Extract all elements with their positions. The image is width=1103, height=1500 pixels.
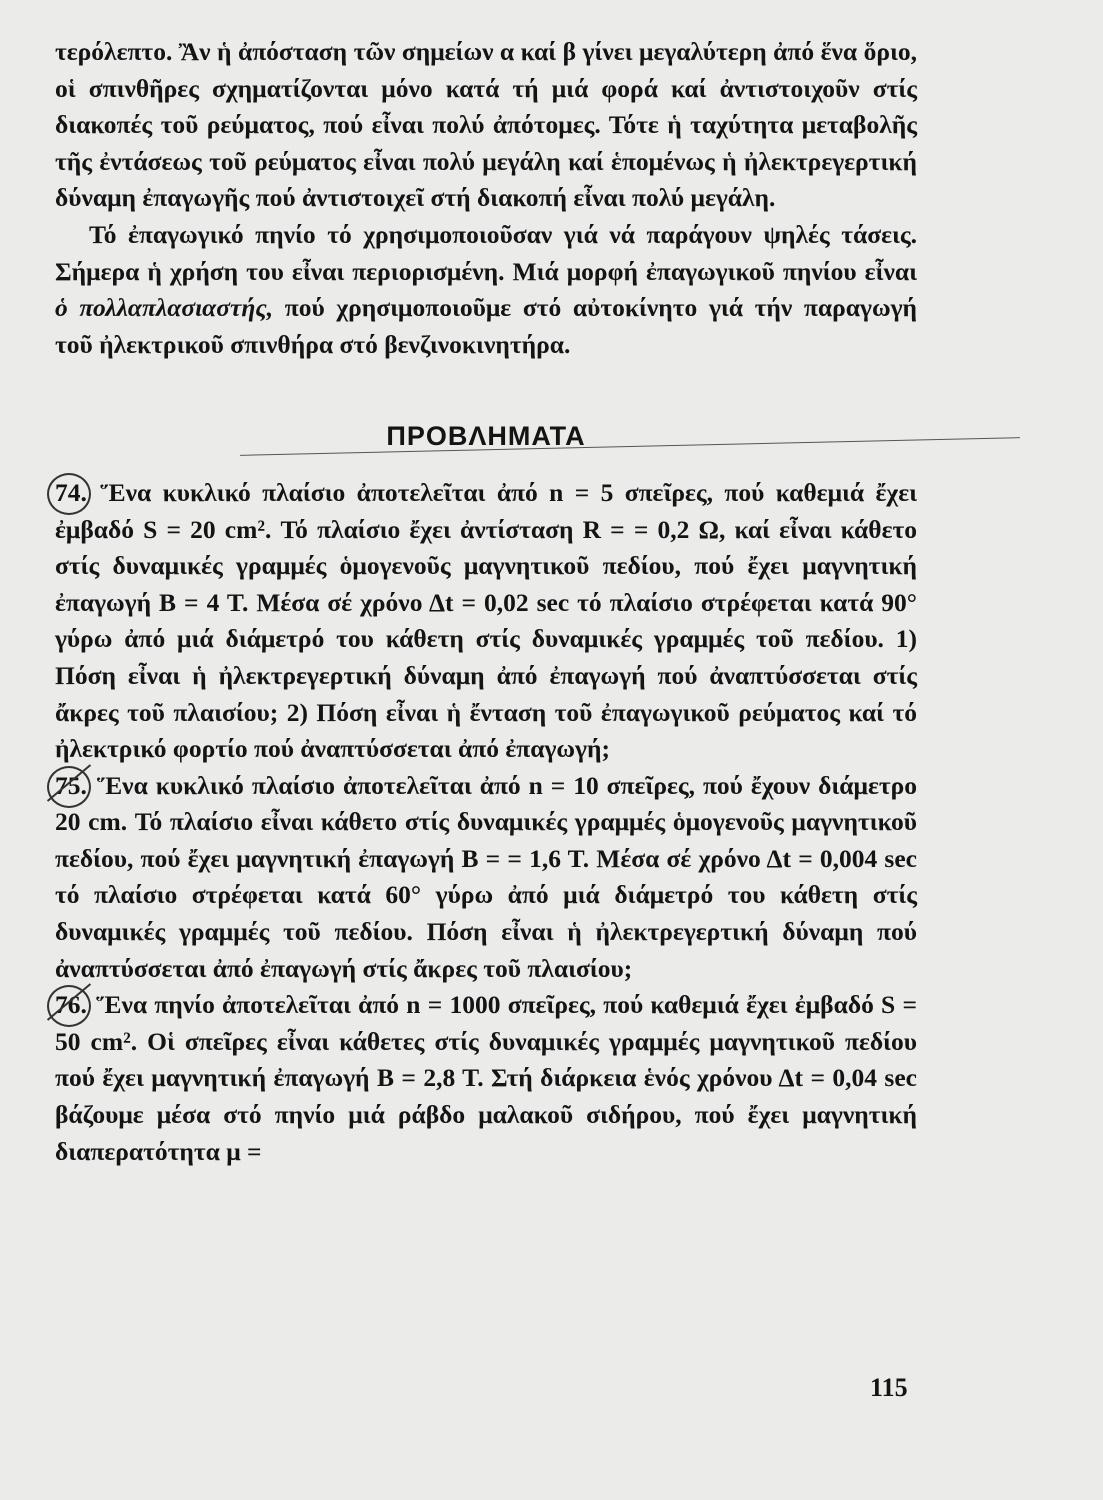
section-heading: ΠΡΟΒΛΗΜΑΤΑ — [386, 421, 586, 452]
paragraph-italic-term: ὁ πολλαπλασιαστής, — [55, 293, 274, 323]
problem-75 — [55, 768, 917, 988]
problem-text: Ἕνα πηνίο ἀποτελεῖται ἀπό n = 1000 σπεῖρες, πού καθεμιά ἔχει ἐμβαδό S = 50 cm². Οἱ σπεῖρες εἶναι κάθετες στίς δυναμικές γραμμές μαγνητικοῦ πεδίου πού ἔχει μαγνητική ἐπαγωγή B = 2,8 T. Στή διάρκεια ἑνός χρόνου Δt = 0,04 sec βάζουμε μέσα στό πηνίο μιά ράβδο μαλακοῦ σιδήρου, πού ἔχει μαγνητική διαπερατότητα μ = — [55, 990, 918, 1166]
page-body — [55, 34, 917, 1170]
problem-number: 74. — [55, 477, 87, 507]
pen-circle-mark — [47, 985, 91, 1027]
paragraph-text-part2: πού χρησιμοποιοῦμε στό αὐτοκίνητο γιά τήν παραγωγή τοῦ ἠλεκτρικοῦ σπινθήρα στό βενζινοκινητήρα. — [55, 293, 917, 359]
problem-text: Ἕνα κυκλικό πλαίσιο ἀποτελεῖται ἀπό n = 5 σπεῖρες, πού καθεμιά ἔχει ἐμβαδό S = 20 cm². Τό πλαίσιο ἔχει ἀντίσταση R = = 0,2 Ω, καί εἶναι κάθετο στίς δυναμικές γραμμές ὁμογενοῦς μαγνητικοῦ πεδίου, πού ἔχει μαγνητική ἐπαγωγή B = 4 T. Μέσα σέ χρόνο Δt = 0,02 sec τό πλαίσιο στρέφεται κατά 90° γύρω ἀπό μιά διάμετρό του κάθετη στίς δυναμικές γραμμές τοῦ πεδίου. 1) Πόση εἶναι ἡ ἠλεκτρεγερτική δύναμη ἀπό ἐπαγωγή πού ἀναπτύσσεται στίς ἄκρες τοῦ πλαισίου; 2) Πόση εἶναι ἡ ἔνταση τοῦ ἐπαγωγικοῦ ρεύματος καί τό ἠλεκτρικό φορτίο πού ἀναπτύσσεται ἀπό ἐπαγωγή; — [55, 477, 918, 764]
problem-number-marker — [55, 987, 89, 1024]
paragraph-induction-coil — [55, 217, 917, 363]
problem-text: Ἕνα κυκλικό πλαίσιο ἀποτελεῖται ἀπό n = 10 σπεῖρες, πού ἔχουν διάμετρο 20 cm. Τό πλαίσιο εἶναι κάθετο στίς δυναμικές γραμμές ὁμογενοῦς μαγνητικοῦ πεδίου, πού ἔχει μαγνητική ἐπαγωγή B = = 1,6 T. Μέσα σέ χρόνο Δt = 0,004 sec τό πλαίσιο στρέφεται κατά 60° γύρω ἀπό μιά διάμετρό του κάθετη στίς δυναμικές γραμμές τοῦ πεδίου. Πόση εἶναι ἡ ἠλεκτρεγερτική δύναμη πού ἀναπτύσσεται ἀπό ἐπαγωγή στίς ἄκρες τοῦ πλαισίου; — [55, 770, 917, 983]
pen-circle-mark — [47, 766, 91, 808]
paragraph-text-part1: Τό ἐπαγωγικό πηνίο τό χρησιμοποιοῦσαν γιά νά παράγουν ψηλές τάσεις. Σήμερα ἡ χρήση του εἶναι περιορισμένη. Μιά μορφή ἐπαγωγικοῦ πηνίου εἶναι — [55, 219, 917, 286]
continuation-paragraph: τερόλεπτο. Ἂν ἡ ἀπόσταση τῶν σημείων α καί β γίνει μεγαλύτερη ἀπό ἕνα ὅριο, οἱ σπινθῆρες σχηματίζονται μόνο κατά τή μιά φορά καί ἀντιστοιχοῦν στίς διακοπές τοῦ ρεύματος, πού εἶναι πολύ ἀπότομες. Τότε ἡ ταχύτητα μεταβολῆς τῆς ἐντάσεως τοῦ ρεύματος εἶναι πολύ μεγάλη καί ἑπομένως ἡ ἠλεκτρεγερτική δύναμη ἐπαγωγῆς πού ἀντιστοιχεῖ στή διακοπή εἶναι πολύ μεγάλη. — [55, 37, 917, 213]
problem-76 — [55, 987, 917, 1170]
problem-74 — [55, 475, 917, 768]
problem-number-marker — [55, 768, 89, 805]
pen-circle-mark — [47, 473, 91, 515]
problem-number: 75. — [55, 770, 87, 800]
page-number: 115 — [870, 1373, 908, 1402]
problem-number-marker — [55, 475, 89, 512]
problem-number: 76. — [55, 990, 87, 1020]
